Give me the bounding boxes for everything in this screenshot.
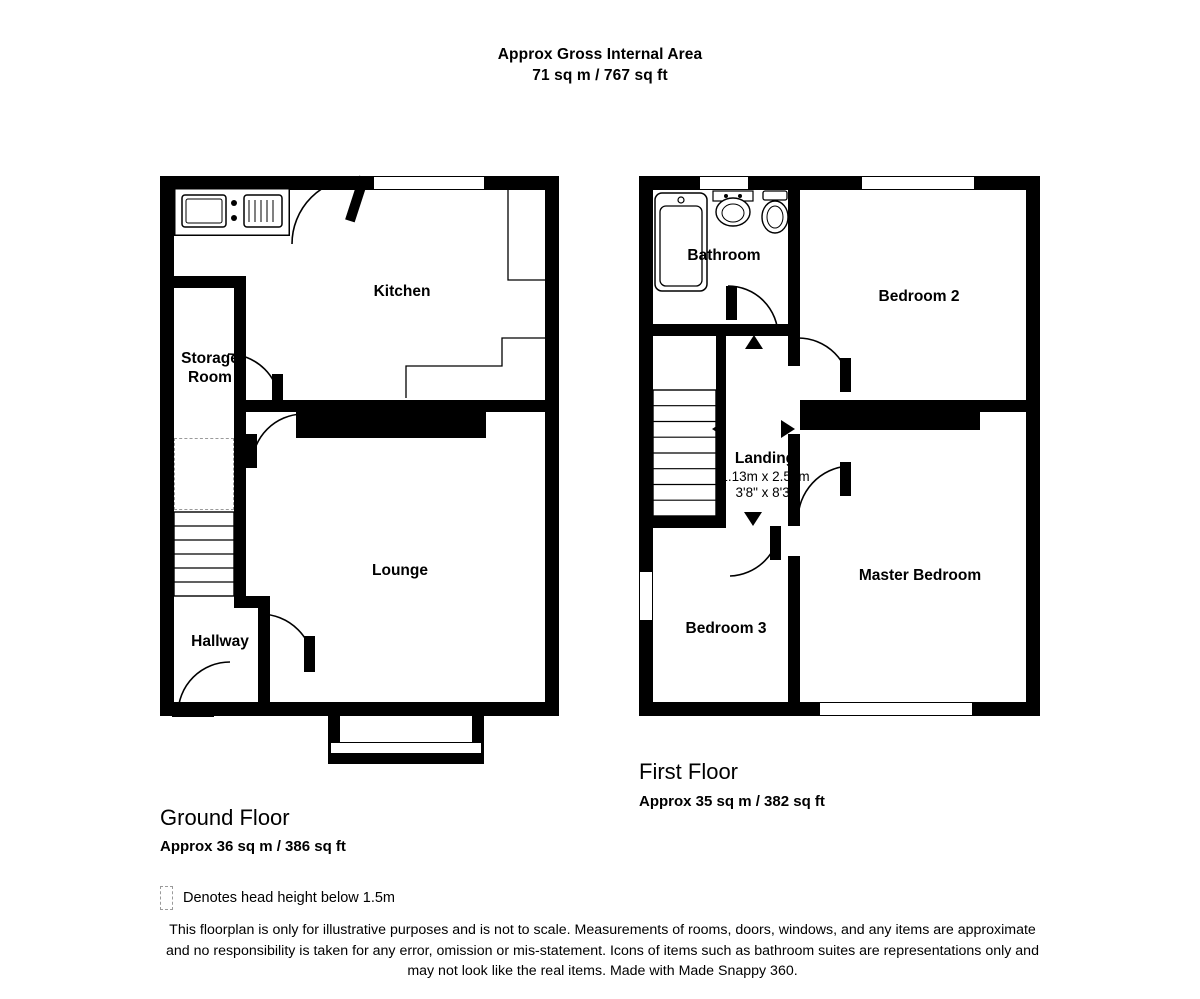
gf-door-kitchen-top bbox=[290, 176, 374, 246]
gf-kitchen-sink-unit bbox=[174, 188, 290, 236]
ff-label-master-bedroom: Master Bedroom bbox=[858, 567, 982, 584]
ff-arrow-up-icon bbox=[745, 335, 763, 349]
disclaimer-line-2: and no responsibility is taken for any error, omission or mis-statement. Icons of items such as bathroom suites are representations only and bbox=[166, 942, 1039, 959]
ff-bedroom3-window bbox=[639, 572, 653, 620]
head-height-legend bbox=[160, 886, 395, 910]
ff-landing-dim-metric: 1.13m x 2.52m bbox=[720, 469, 810, 484]
ff-bathroom-bottom-wall bbox=[653, 324, 735, 336]
ff-arrow-left-icon bbox=[712, 420, 726, 438]
gf-hallway-right-wall bbox=[234, 412, 246, 596]
gf-lounge-bay-window bbox=[331, 742, 481, 754]
gf-head-height-area bbox=[174, 438, 234, 510]
gross-area-title: Approx Gross Internal Area bbox=[497, 46, 703, 63]
ff-door-bedroom2 bbox=[796, 336, 852, 392]
ff-wall-left bbox=[639, 176, 653, 716]
ff-bedroom3-top-wall bbox=[653, 516, 726, 528]
ff-wall-right bbox=[1026, 176, 1040, 716]
gf-front-door bbox=[172, 660, 262, 718]
gross-area-value: 71 sq m / 767 sq ft bbox=[532, 67, 668, 84]
ff-label-bedroom2: Bedroom 2 bbox=[878, 288, 960, 305]
ff-label-bathroom: Bathroom bbox=[687, 247, 761, 264]
head-height-swatch-icon bbox=[160, 886, 173, 910]
gf-lounge-chimney-breast bbox=[296, 412, 486, 438]
disclaimer-line-3: may not look like the real items. Made with Made Snappy 360. bbox=[407, 963, 798, 979]
ff-door-bedroom3 bbox=[726, 526, 782, 578]
gf-label-hallway: Hallway bbox=[191, 633, 249, 650]
ff-landing-dim-imperial: 3'8" x 8'3" bbox=[735, 485, 795, 500]
ff-arrow-down-icon bbox=[744, 512, 762, 526]
ff-sink-icon bbox=[712, 190, 754, 228]
first-floor-subtitle: Approx 35 sq m / 382 sq ft bbox=[639, 793, 825, 810]
gf-lounge-top-wall-block bbox=[296, 400, 548, 412]
ff-arrow-right-icon bbox=[781, 420, 795, 438]
ff-master-bedroom-window bbox=[820, 702, 972, 716]
gf-label-lounge: Lounge bbox=[372, 562, 428, 579]
head-height-legend-text: Denotes head height below 1.5m bbox=[183, 890, 396, 906]
gf-label-kitchen: Kitchen bbox=[373, 283, 431, 300]
ff-master-chimney-block bbox=[800, 404, 980, 430]
ff-bath-tub-icon bbox=[654, 192, 708, 292]
gf-door-lounge bbox=[246, 412, 304, 470]
ff-toilet-icon bbox=[758, 190, 792, 236]
ff-door-bathroom bbox=[726, 286, 780, 338]
ground-floor-subtitle: Approx 36 sq m / 386 sq ft bbox=[160, 838, 346, 855]
ff-bathroom-window bbox=[700, 176, 748, 190]
ff-label-landing: Landing bbox=[734, 450, 796, 467]
ff-bedroom2-window bbox=[862, 176, 974, 190]
ground-floor-title: Ground Floor bbox=[160, 805, 290, 830]
gf-label-storage-room-line2: Room bbox=[188, 369, 232, 386]
gf-label-storage-room-line1: Storage bbox=[181, 350, 239, 367]
disclaimer bbox=[130, 920, 1075, 982]
gf-staircase bbox=[174, 512, 234, 596]
ff-label-bedroom3: Bedroom 3 bbox=[685, 620, 767, 637]
disclaimer-line-1: This floorplan is only for illustrative purposes and is not to scale. Measurements of rooms, doors, windows, and any items are approximate bbox=[169, 922, 1036, 938]
first-floor-title: First Floor bbox=[639, 759, 738, 784]
